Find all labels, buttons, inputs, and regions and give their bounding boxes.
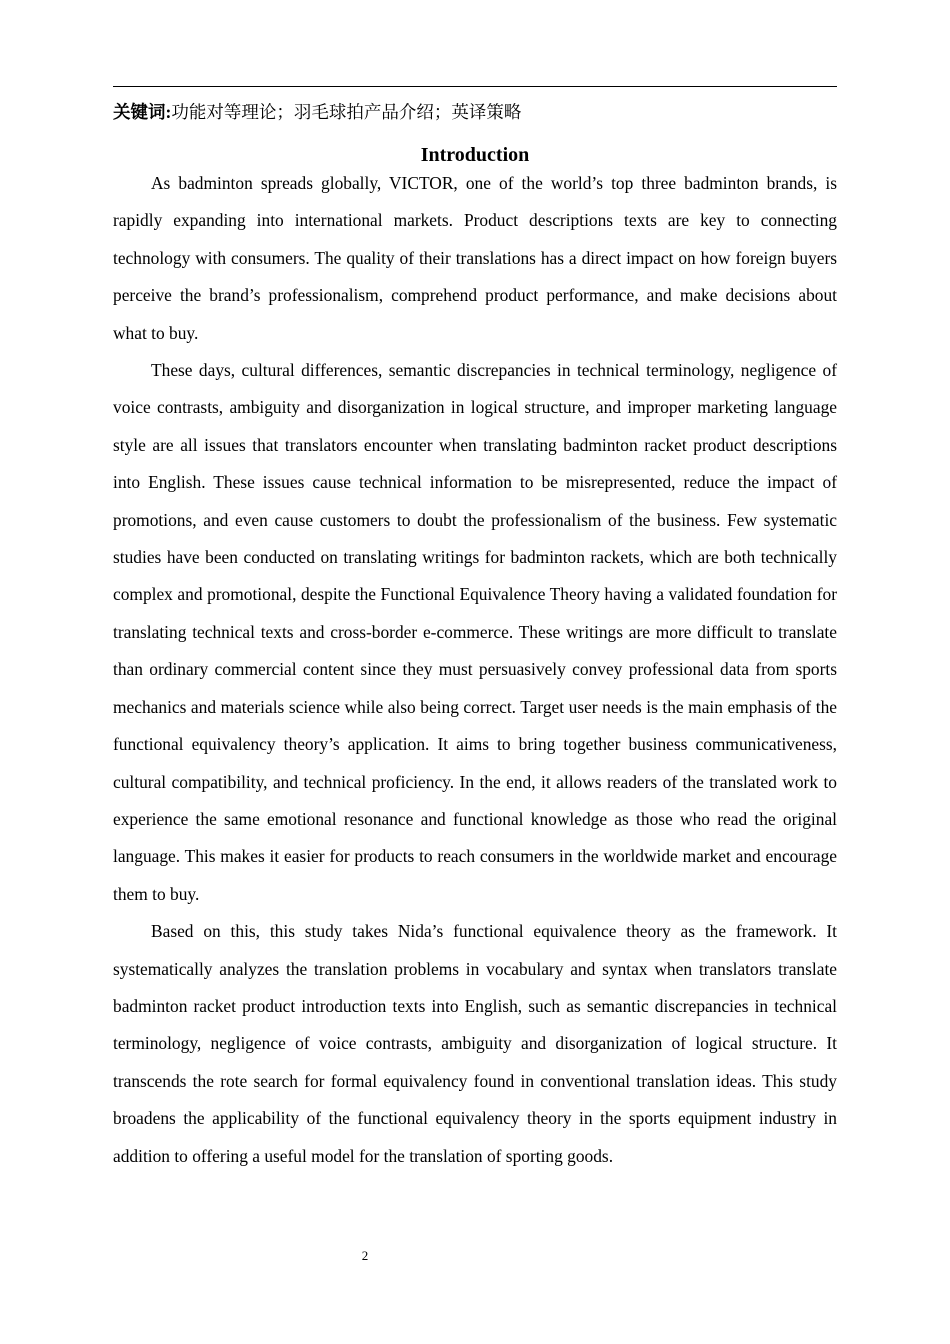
keywords-line xyxy=(113,99,837,125)
section-title: Introduction xyxy=(420,144,530,166)
keywords-label: 关键词: xyxy=(113,102,172,122)
paragraph: These days, cultural differences, semantic discrepancies in technical terminology, negligence of voice contrasts, ambiguity and disorganization in logical structure, and improper marketing language style are all issues that translators encounter when translating badminton racket product descriptions into English. These issues cause technical information to be misrepresented, reduce the impact of promotions, and even cause customers to doubt the professionalism of the business. Few systematic studies have been conducted on translating writings for badminton rackets, which are both technically complex and promotional, despite the Functional Equivalence Theory having a validated foundation for translating technical texts and cross-border e-commerce. These writings are more difficult to translate than ordinary commercial content since they must persuasively convey professional data from sports mechanics and materials science while also being correct. Target user needs is the main emphasis of the functional equivalency theory’s application. It aims to bring together business communicativeness, cultural compatibility, and technical proficiency. In the end, it allows readers of the translated work to experience the same emotional resonance and functional knowledge as those who read the original language. This makes it easier for products to reach consumers in the worldwide market and encourage them to buy. xyxy=(113,360,837,904)
document-page xyxy=(113,0,837,1344)
paragraph: As badminton spreads globally, VICTOR, one of the world’s top three badminton brands, is rapidly expanding into international markets. Product descriptions texts are key to connecting technology with consumers. The quality of their translations has a direct impact on how foreign buyers perceive the brand’s professionalism, comprehend product performance, and make decisions about what to buy. xyxy=(113,173,837,343)
page-number: 2 xyxy=(361,1248,369,1263)
header-rule xyxy=(113,86,837,87)
body-text xyxy=(113,165,837,1175)
keywords-terms: 功能对等理论；羽毛球拍产品介绍；英译策略 xyxy=(171,102,522,122)
paragraph: Based on this, this study takes Nida’s functional equivalence theory as the framework. It systematically analyzes the translation problems in vocabulary and syntax when translators translate badminton racket product introduction texts into English, such as semantic discrepancies in technical terminology, negligence of voice contrasts, ambiguity and disorganization of logical structure. It transcends the rote search for formal equivalency found in conventional translation ideas. This study broadens the applicability of the functional equivalency theory in the sports equipment industry in addition to offering a useful model for the translation of sporting goods. xyxy=(113,921,837,1166)
